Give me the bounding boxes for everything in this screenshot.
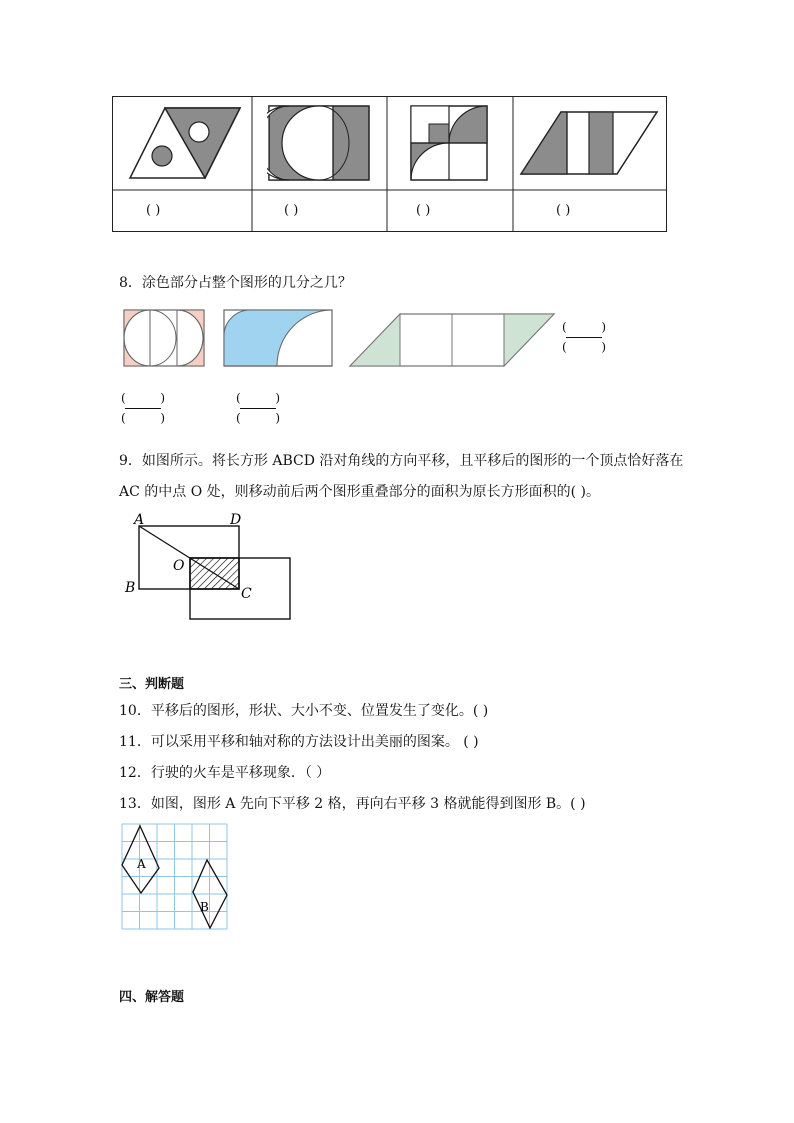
q9-question-line-2: AC 的中点 O 处，则移动前后两个图形重叠部分的面积为原长方形面积的( )。 <box>119 484 601 500</box>
q11-question-text: 11．可以采用平移和轴对称的方法设计出美丽的图案。 ( ) <box>119 734 479 750</box>
q8-question-text: 8．涂色部分占整个图形的几分之几？ <box>119 275 352 291</box>
q7-figure-4 <box>517 104 665 184</box>
q7-answer-blank-1[interactable]: ( ) <box>146 203 161 218</box>
q13-label-a: A <box>137 857 146 871</box>
q7-figure-1 <box>122 104 247 184</box>
q8-fraction-blank-3[interactable]: ( ) ( ) <box>562 320 606 354</box>
q9-label-d: D <box>230 512 242 528</box>
q8-figure-3 <box>346 310 556 368</box>
q9-question-line-1: 9．如图所示。将长方形 ABCD 沿对角线的方向平移，且平移后的图形的一个顶点恰好落在 <box>119 453 684 469</box>
q12-question-text: 12．行驶的火车是平移现象．（ ） <box>119 765 331 781</box>
q7-answer-blank-2[interactable]: ( ) <box>284 203 299 218</box>
q9-label-c: C <box>241 586 252 602</box>
section-4-title: 四、解答题 <box>119 990 185 1005</box>
q7-answer-blank-4[interactable]: ( ) <box>556 203 571 218</box>
q8-figure-2 <box>222 308 334 368</box>
q9-rectangle-figure <box>122 508 298 626</box>
q9-label-a: A <box>134 512 145 528</box>
q8-figure-1 <box>122 308 206 368</box>
section-3-title: 三、判断题 <box>119 677 185 692</box>
q9-label-o: O <box>173 558 185 574</box>
q10-question-text: 10．平移后的图形，形状、大小不变、位置发生了变化。( ) <box>119 703 489 719</box>
q8-fraction-blank-1[interactable]: ( ) ( ) <box>121 391 165 425</box>
q13-grid-lines <box>122 824 227 929</box>
q7-answer-blank-3[interactable]: ( ) <box>416 203 431 218</box>
q8-fraction-blank-2[interactable]: ( ) ( ) <box>236 391 280 425</box>
q7-figure-3 <box>408 104 493 184</box>
q7-figure-table <box>112 96 667 232</box>
q9-label-b: B <box>125 580 136 596</box>
q13-label-b: B <box>200 900 209 914</box>
q13-grid-figure <box>121 823 231 933</box>
q7-figure-2 <box>267 104 377 184</box>
q13-question-text: 13．如图，图形 A 先向下平移 2 格，再向右平移 3 格就能得到图形 B。( ) <box>119 796 586 812</box>
